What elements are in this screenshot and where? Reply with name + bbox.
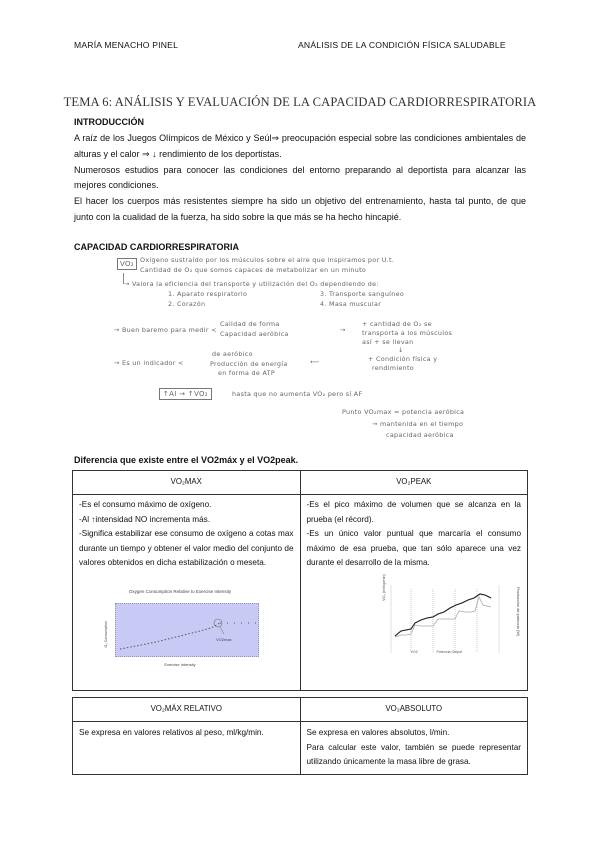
note-line: → mantenida en el tiempo [372, 420, 464, 428]
chart-ylabel: VO₂ (ml/kg/min) [381, 573, 386, 601]
note-line: transporta a los músculos [362, 329, 453, 337]
table1-cell-vo2peak [300, 495, 528, 691]
vo2-box: VO₂ [117, 258, 137, 270]
note-line: → Es un indicador < [114, 359, 184, 367]
note-line: rendimiento [372, 364, 414, 372]
intro-paragraph: A raíz de los Juegos Olímpicos de México y Seúl⇒ preocupación especial sobre las condiciones ambientales de alturas y el calor ⇒ ↓ rendimiento de los deportistas. [74, 133, 526, 159]
vo2max-chart [101, 587, 259, 667]
vo2-relative-vs-absolute-table [72, 697, 528, 775]
note-line: 3. Transporte sanguíneo [320, 290, 405, 298]
table2-header-absolute: VO₂ABSOLUTO [300, 698, 528, 722]
table2-cell-relative: Se expresa en valores relativos al peso, ml/kg/min. [73, 722, 301, 775]
table1-caption: Diferencia que existe entre el VO2máx y el VO2peak. [74, 455, 299, 465]
table1-header-vo2max: VO₂MAX [73, 471, 301, 495]
chart-ylabel: O₂ Consumption [103, 620, 108, 647]
note-line: Oxígeno sustraído por los músculos sobre el aire que inspiramos por U.t. [140, 256, 395, 264]
cell-line: -Significa estabilizar ese consumo de oxígeno a cotas max durante un tiempo y obtener el valor medio del conjunto de valores obtenidos en dicha estabilización o meseta. [79, 529, 294, 567]
cell-line: -Al ↑intensidad NO incrementa más. [79, 514, 211, 524]
chart-legend-item: VO2 [410, 649, 418, 654]
cardio-heading: CAPACIDAD CARDIORRESPIRATORIA [74, 242, 240, 252]
chart-plot-area [115, 603, 259, 657]
note-line: + cantidad de O₂ se [362, 320, 432, 328]
note-line: capacidad aeróbica [386, 431, 454, 439]
note-line: Punto VO₂max = potencia aeróbica [342, 408, 465, 416]
cell-line: -Es el pico máximo de volumen que se alcanza en la prueba (el récord). [306, 500, 521, 524]
chart-y2label: Producción de potencia (W) [516, 586, 521, 636]
cell-line: -Es el consumo máximo de oxígeno. [79, 500, 212, 509]
header-author: MARÍA MENACHO PINEL [74, 40, 179, 50]
chart-title: Oxygen Consumption Relative to Exercise Intensity [128, 588, 232, 594]
table1-header-vo2peak: VO₂PEAK [300, 471, 528, 495]
note-line: 2. Corazón [168, 300, 206, 308]
cell-line: Se expresa en valores absolutos, l/min. [306, 728, 450, 737]
intro-text [74, 131, 526, 226]
intro-paragraph: El hacer los cuerpos más resistentes siempre ha sido un objetivo del entrenamiento, hasta tal punto, de que junto con la cualidad de la fuerza, ha sido sobre la que más se ha hecho hincapié. [74, 196, 526, 222]
arrow-icon: → [340, 326, 346, 334]
note-line: Calidad de forma [220, 320, 280, 328]
note-line: → Valora la eficiencia del transporte y utilización del O₂ dependiendo de: [124, 280, 379, 288]
table1-cell-vo2max [73, 495, 301, 691]
document-title: TEMA 6: ANÁLISIS Y EVALUACIÓN DE LA CAPACIDAD CARDIORRESPIRATORIA [63, 95, 537, 109]
vo2max-vs-vo2peak-table [72, 470, 528, 691]
cell-line: -Es un único valor puntual que marcaría el consumo máximo de esa prueba, que tan sólo aparece una vez durante el desarrollo de la misma. [306, 529, 521, 567]
note-line: ↓ [398, 346, 404, 354]
vo2peak-chart [375, 573, 521, 669]
note-line: → Buen baremo para medir < [114, 326, 217, 334]
note-line: + Condición física y [368, 355, 438, 363]
note-line: así + se llevan [362, 338, 414, 346]
chart-annotation: VO2max [216, 636, 232, 642]
note-line: 4. Masa muscular [320, 300, 382, 308]
table2-header-relative: VO₂MÁX RELATIVO [73, 698, 301, 722]
note-line: Producción de energía [210, 360, 288, 368]
note-line: Capacidad aeróbica [220, 330, 289, 338]
arrow-left-icon: ⟵ [310, 358, 320, 366]
note-line: hasta que no aumenta VO₂ pero sí AF [232, 390, 363, 398]
cell-line: Para calcular este valor, también se puede representar utilizando únicamente la masa libre de grasa. [306, 742, 521, 766]
header-course: ANÁLISIS DE LA CONDICIÓN FÍSICA SALUDABLE [298, 40, 506, 50]
chart-legend-item: Potencia Output [436, 649, 463, 654]
table2-cell-absolute [300, 722, 528, 775]
note-line: en forma de ATP [218, 369, 276, 377]
chart-line [116, 604, 258, 656]
handwritten-notes [110, 254, 510, 449]
chart-xlabel: Exercise Intensity [164, 661, 196, 667]
note-line: de aeróbico [212, 350, 253, 358]
formula-box: ↑AI → ↑VO₂ [159, 388, 212, 400]
intro-paragraph: Numerosos estudios para conocer las condiciones del entorno preparando al deportista para alcanzar las mejores condiciones. [74, 164, 526, 191]
intro-heading: INTRODUCCIÓN [74, 117, 144, 127]
note-line: Cantidad de O₂ que somos capaces de metabolizar en un minuto [140, 266, 367, 274]
note-line: 1. Aparato respiratorio [168, 290, 248, 298]
